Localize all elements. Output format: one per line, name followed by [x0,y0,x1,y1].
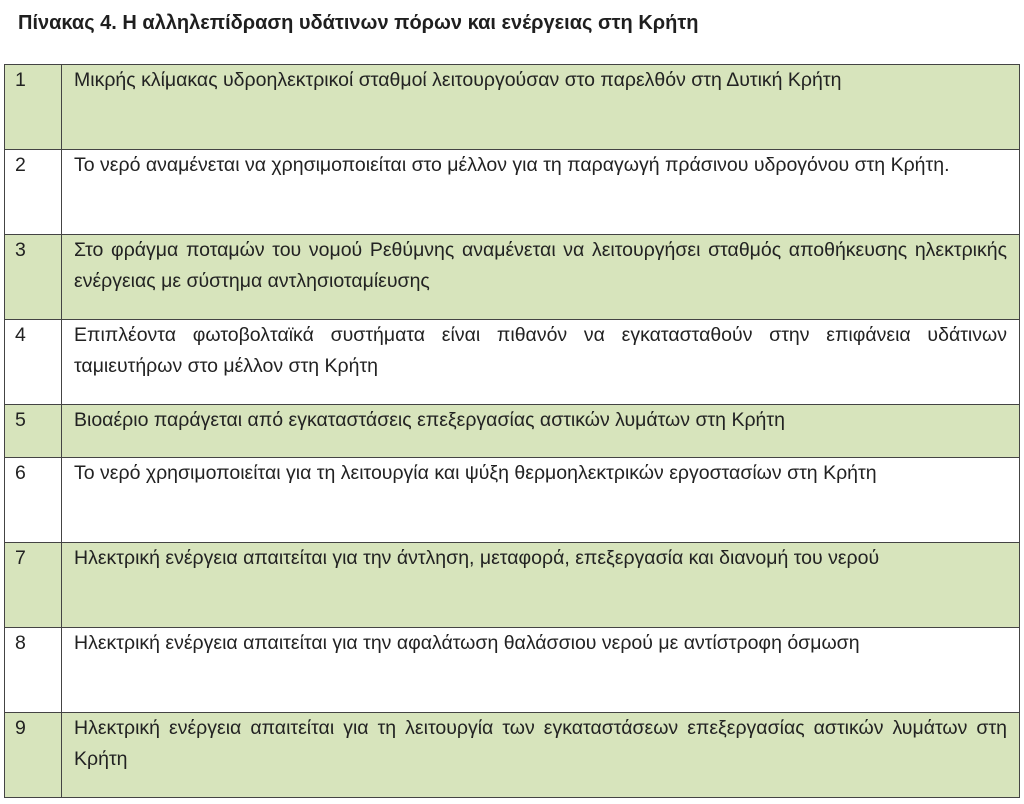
table-row [5,320,1020,405]
row-description: Επιπλέοντα φωτοβολταϊκά συστήματα είναι πιθανόν να εγκατασταθούν στην επιφάνεια υδάτινων ταμιευτήρων στο μέλλον στη Κρήτη [62,320,1020,405]
row-description: Ηλεκτρική ενέργεια απαιτείται για την άντληση, μεταφορά, επεξεργασία και διανομή του νερού [62,543,1020,628]
row-description: Μικρής κλίμακας υδροηλεκτρικοί σταθμοί λειτουργούσαν στο παρελθόν στη Δυτική Κρήτη [62,65,1020,150]
row-number: 2 [5,150,62,235]
row-number: 1 [5,65,62,150]
row-description: Το νερό χρησιμοποιείται για τη λειτουργία και ψύξη θερμοηλεκτρικών εργοστασίων στη Κρήτη [62,458,1020,543]
table-row [5,65,1020,150]
table-row [5,405,1020,458]
water-energy-table [4,64,1020,798]
table-row [5,628,1020,713]
row-number: 5 [5,405,62,458]
table-row [5,458,1020,543]
row-description: Ηλεκτρική ενέργεια απαιτείται για την αφαλάτωση θαλάσσιου νερού με αντίστροφη όσμωση [62,628,1020,713]
row-number: 3 [5,235,62,320]
row-description: Βιοαέριο παράγεται από εγκαταστάσεις επεξεργασίας αστικών λυμάτων στη Κρήτη [62,405,1020,458]
row-number: 8 [5,628,62,713]
row-description: Το νερό αναμένεται να χρησιμοποιείται στο μέλλον για τη παραγωγή πράσινου υδρογόνου στη Κρήτη. [62,150,1020,235]
table-row [5,235,1020,320]
table-row [5,150,1020,235]
row-description: Στο φράγμα ποταμών του νομού Ρεθύμνης αναμένεται να λειτουργήσει σταθμός αποθήκευσης ηλεκτρικής ενέργειας με σύστημα αντλησιοταμίευσης [62,235,1020,320]
row-number: 6 [5,458,62,543]
row-number: 4 [5,320,62,405]
row-number: 7 [5,543,62,628]
table-row [5,713,1020,798]
table-caption: Πίνακας 4. Η αλληλεπίδραση υδάτινων πόρων και ενέργειας στη Κρήτη [18,12,699,34]
row-description: Ηλεκτρική ενέργεια απαιτείται για τη λειτουργία των εγκαταστάσεων επεξεργασίας αστικών λυμάτων στη Κρήτη [62,713,1020,798]
row-number: 9 [5,713,62,798]
table-row [5,543,1020,628]
